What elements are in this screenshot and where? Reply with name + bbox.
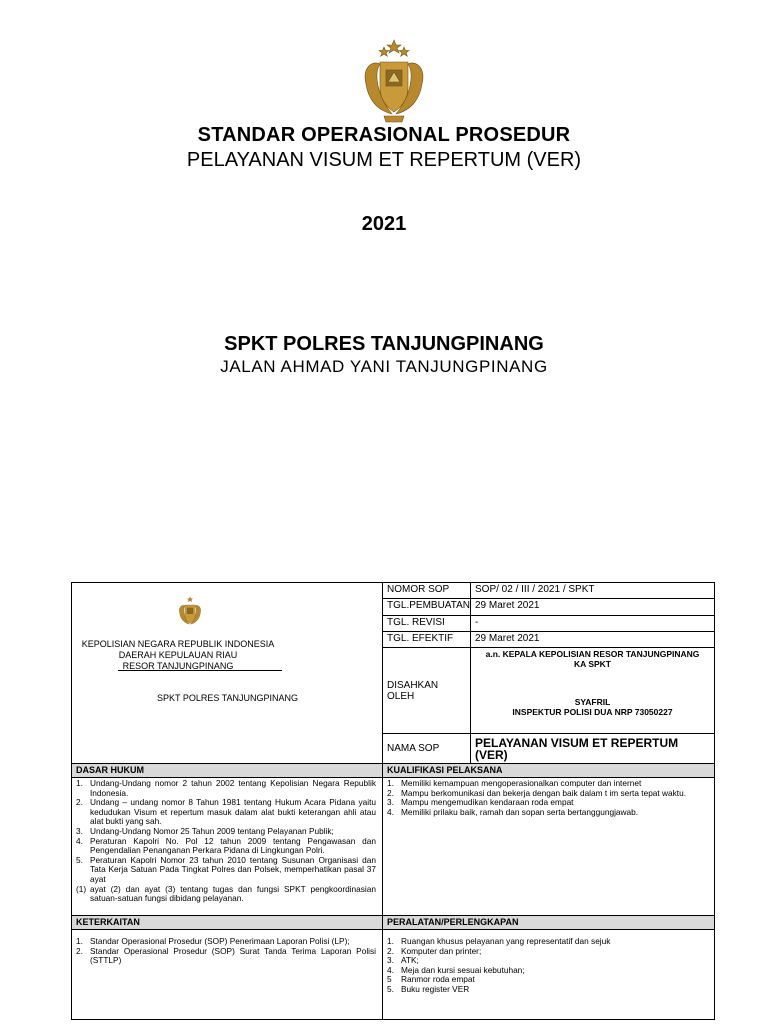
peralatan-list (383, 930, 715, 1020)
approval-block (471, 648, 715, 734)
list-item: 2. Komputer dan printer; (387, 945, 482, 956)
list-item: 3. Mampu mengemudikan kendaraan roda empat (387, 797, 574, 808)
sop-table (71, 582, 715, 1020)
sop-name-value: PELAYANAN VISUM ET REPERTUM (VER) (471, 734, 715, 764)
list-item: (1) ayat (2) dan ayat (3) tentang tugas dan fungsi SPKT pengkoordinasian satuan-satuan fungsi dibidang pelayanan. (76, 883, 376, 904)
organization-address: JALAN AHMAD YANI TANJUNGPINANG (220, 357, 548, 376)
list-item: 3. Undang-Undang Nomor 25 Tahun 2009 tentang Pelayanan Publik; (76, 825, 334, 836)
dasar-hukum-list (72, 778, 383, 916)
list-item: 5 Ranmor roda empat (387, 974, 475, 985)
approver-name: SYAFRIL (574, 697, 611, 707)
document-title: STANDAR OPERASIONAL PROSEDUR (197, 124, 571, 146)
approved-label: DISAHKAN OLEH (383, 648, 471, 734)
org-line: RESOR TANJUNGPINANG (122, 661, 234, 671)
field-label: TGL. EFEKTIF (383, 632, 471, 648)
list-item: 1. Ruangan khusus pelayanan yang representatif dan sejuk (387, 936, 611, 946)
field-value: 29 Maret 2021 (471, 632, 715, 648)
approval-line2: KA SPKT (574, 659, 611, 669)
field-label: TGL. REVISI (383, 616, 471, 632)
header-org-block (78, 639, 278, 672)
list-item: 5. Buku register VER (387, 983, 470, 994)
kualifikasi-heading: KUALIFIKASI PELAKSANA (383, 764, 715, 778)
field-value: - (471, 616, 715, 632)
org-line: DAERAH KEPULAUAN RIAU (118, 650, 238, 660)
header-divider (118, 670, 282, 671)
list-item: 1. Undang-Undang nomor 2 tahun 2002 tentang Kepolisian Negara Republik Indonesia. (76, 778, 376, 798)
list-item: 1. Memiliki kemampuan mengoperasionalkan computer dan internet (387, 778, 642, 788)
list-item: 2. Standar Operasional Prosedur (SOP) Surat Tanda Terima Laporan Polisi (STTLP) (76, 945, 376, 966)
header-left-cell (72, 583, 383, 764)
sop-name-label: NAMA SOP (383, 734, 471, 764)
org-line: KEPOLISIAN NEGARA REPUBLIK INDONESIA (81, 639, 275, 649)
keterkaitan-heading: KETERKAITAN (72, 916, 383, 930)
list-item: 4. Peraturan Kapolri No. Pol 12 tahun 2009 tentang Pengawasan dan Pengendalian Penanganan Perkara Pidana di Lingkungan Polri. (76, 835, 376, 856)
field-label: TGL.PEMBUATAN (383, 599, 471, 616)
approver-rank: INSPEKTUR POLISI DUA NRP 73050227 (512, 707, 673, 717)
dasar-hukum-heading: DASAR HUKUM (72, 764, 383, 778)
organization-name: SPKT POLRES TANJUNGPINANG (224, 333, 544, 355)
kualifikasi-list (383, 778, 715, 916)
list-item: 4. Meja dan kursi sesuai kebutuhan; (387, 964, 525, 975)
approval-line1: a.n. KEPALA KEPOLISIAN RESOR TANJUNGPINANG (485, 649, 700, 659)
field-value: 29 Maret 2021 (471, 599, 715, 616)
peralatan-heading: PERALATAN/PERLENGKAPAN (383, 916, 715, 930)
field-value: SOP/ 02 / III / 2021 / SPKT (471, 583, 715, 599)
unit-name: SPKT POLRES TANJUNGPINANG (156, 693, 299, 703)
police-emblem-small-logo (176, 595, 204, 629)
list-item: 2. Undang – undang nomor 8 Tahun 1981 tentang Hukum Acara Pidana yaitu kedudukan Visum et repertum masuk dalam alat bukti keterangan ahli atau alat bukti yang sah. (76, 797, 376, 827)
list-item: 3. ATK; (387, 955, 419, 966)
list-item: 1. Standar Operasional Prosedur (SOP) Penerimaan Laporan Polisi (LP); (76, 936, 350, 946)
list-item: 5. Peraturan Kapolri Nomor 23 tahun 2010 tentang Susunan Organisasi dan Tata Kerja Satuan Pada Tingkat Polres dan Polsek, memperhatikan pasal 37 ayat (76, 854, 376, 884)
list-item: 4. Memiliki prilaku baik, ramah dan sopan serta bertanggungjawab. (387, 806, 639, 817)
list-item: 2. Mampu berkomunikasi dan bekerja dengan baik dalam t im serta tepat waktu. (387, 787, 687, 798)
document-year: 2021 (361, 213, 407, 235)
field-label: NOMOR SOP (383, 583, 471, 599)
document-subtitle: PELAYANAN VISUM ET REPERTUM (VER) (186, 149, 582, 171)
police-emblem-logo (356, 38, 432, 124)
keterkaitan-list (72, 930, 383, 1020)
